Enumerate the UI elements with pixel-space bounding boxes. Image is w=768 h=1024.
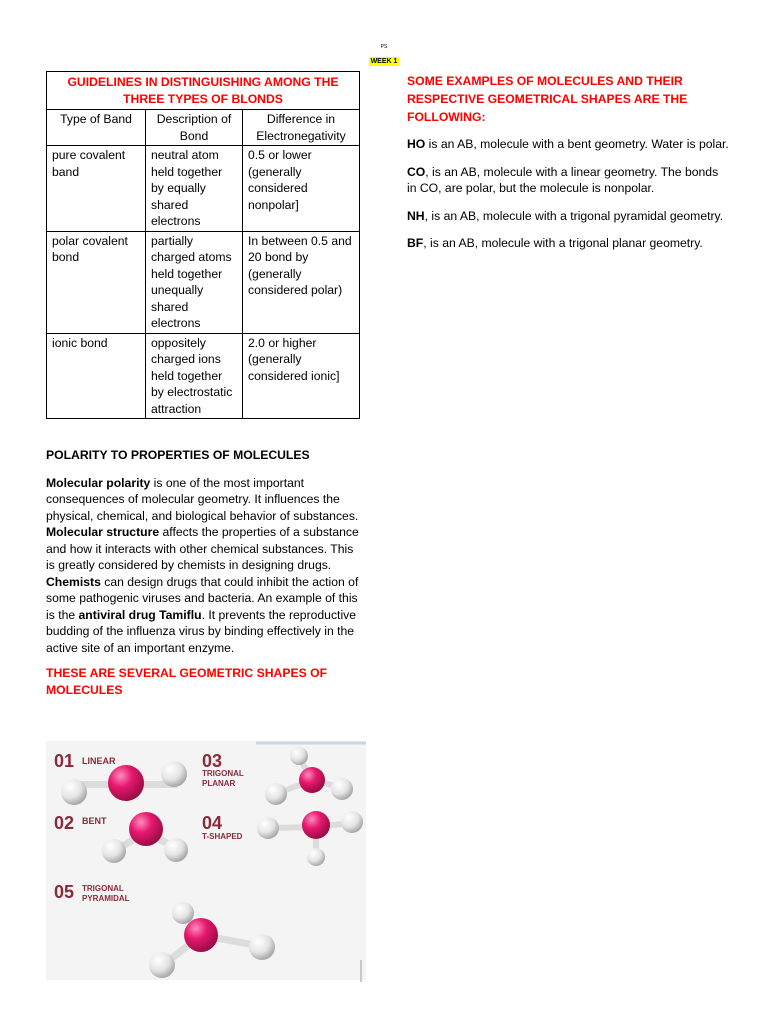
shape-number: 03	[202, 751, 223, 771]
example-item	[407, 136, 729, 153]
bond-guidelines-table	[46, 71, 360, 419]
column-header: Type of Band	[47, 110, 146, 146]
bold-term: Chemists	[46, 574, 101, 589]
formula: CO	[407, 164, 426, 179]
shape-number: 04	[202, 813, 223, 833]
shape-label: LINEAR	[82, 756, 116, 766]
table-cell: oppositely charged ions held together by electrostatic attraction	[146, 333, 243, 419]
formula: NH	[407, 208, 425, 223]
example-text: , is an AB, molecule with a trigonal pyramidal geometry.	[424, 208, 724, 223]
table-row	[47, 231, 360, 333]
table-row	[47, 333, 360, 419]
shape-number: 05	[54, 882, 75, 902]
subject-label: PS	[380, 44, 388, 50]
table-cell: 2.0 or higher (generally considered ionic]	[243, 333, 360, 419]
examples-heading: SOME EXAMPLES OF MOLECULES AND THEIR RESPECTIVE GEOMETRICAL SHAPES ARE THE FOLLOWING:	[407, 74, 688, 124]
paragraph-text: is one of the most important consequences of molecular geometry. It influences the physical, chemical, and biological behavior of substances.	[46, 475, 359, 523]
shape-label: PYRAMIDAL	[82, 894, 130, 903]
geometric-shapes-figure	[46, 741, 366, 980]
table-cell: In between 0.5 and 20 bond by (generally considered polar)	[243, 231, 360, 333]
paragraph-text: can design drugs that could inhibit the action of some pathogenic viruses and bacteria. An example of this is the	[46, 574, 359, 622]
page-header	[0, 44, 768, 68]
bold-term: Molecular polarity	[46, 475, 151, 490]
table-cell: pure covalent band	[47, 146, 146, 232]
bold-term: Molecular structure	[46, 525, 160, 539]
shape-label: PLANAR	[202, 779, 236, 788]
shape-number: 02	[54, 813, 75, 833]
paragraph-text: affects the properties of a substance and how it interacts with other chemical substances. This is greatly considered by chemists in designing drugs.	[46, 525, 359, 572]
table-header-row	[47, 110, 360, 146]
formula: BF	[407, 236, 424, 250]
column-header: Description of Bond	[146, 110, 243, 146]
table-cell: 0.5 or lower (generally considered nonpolar]	[243, 146, 360, 232]
example-text: , is an AB, molecule with a linear geometry. The bonds in CO, are polar, but the molecule is nonpolar.	[407, 164, 719, 195]
example-item	[407, 208, 729, 225]
table-cell: neutral atom held together by equally shared electrons	[146, 146, 243, 232]
polarity-heading: POLARITY TO PROPERTIES OF MOLECULES	[46, 448, 310, 462]
table-row	[47, 146, 360, 232]
paragraph-text: . It prevents the reproductive budding of the influenza virus by binding effectively in the active site of an important enzyme.	[46, 607, 357, 655]
table-cell: partially charged atoms held together unequally shared electrons	[146, 231, 243, 333]
shape-label: BENT	[82, 816, 107, 826]
column-header: Difference in Electronegativity	[243, 110, 360, 146]
example-item	[407, 235, 729, 252]
table-cell: ionic bond	[47, 333, 146, 419]
example-item	[407, 164, 729, 197]
shapes-heading: THESE ARE SEVERAL GEOMETRIC SHAPES OF MOLECULES	[46, 666, 328, 697]
shape-number: 01	[54, 751, 75, 771]
example-text: , is an AB, molecule with a trigonal planar geometry.	[423, 236, 703, 250]
shape-label: T-SHAPED	[202, 832, 243, 841]
week-badge: WEEK 1	[370, 58, 398, 65]
shape-label: TRIGONAL	[202, 769, 244, 778]
table-cell: polar covalent bond	[47, 231, 146, 333]
examples-section	[407, 72, 729, 252]
bold-term: antiviral drug Tamiflu	[78, 607, 202, 622]
table-title: GUIDELINES IN DISTINGUISHING AMONG THE THREE TYPES OF BLONDS	[47, 72, 360, 110]
example-text: is an AB, molecule with a bent geometry. Water is polar.	[425, 137, 729, 151]
polarity-section	[46, 447, 362, 698]
molecule-shapes-svg	[46, 741, 366, 980]
shape-label: TRIGONAL	[82, 884, 124, 893]
figure-scrollbar	[360, 960, 362, 982]
formula: HO	[407, 137, 426, 151]
polarity-paragraph	[46, 475, 362, 657]
